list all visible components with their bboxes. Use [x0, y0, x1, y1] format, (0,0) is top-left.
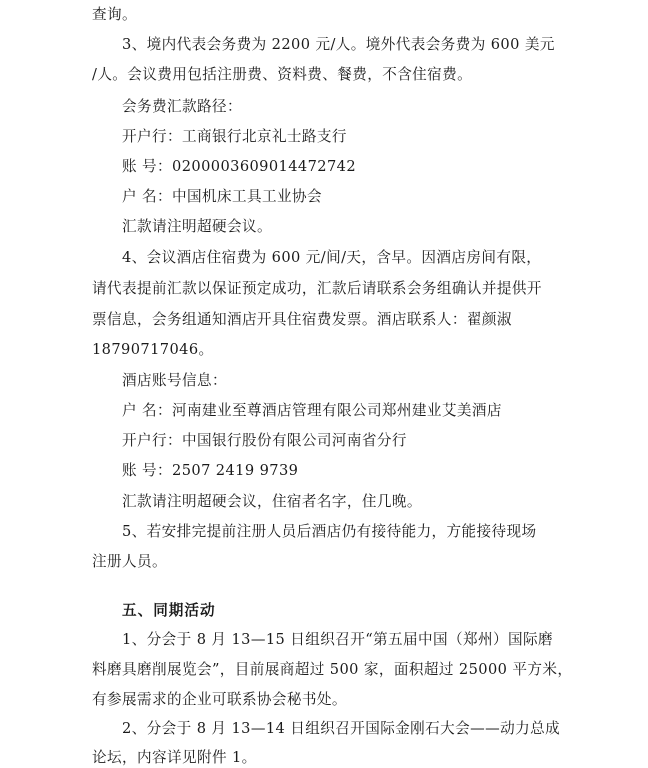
text-line: 论坛，内容详见附件 1。 [92, 749, 257, 766]
text-line: 5、若安排完提前注册人员后酒店仍有接待能力，方能接待现场 [122, 523, 537, 540]
text-line: 开户行：中国银行股份有限公司河南省分行 [122, 432, 407, 449]
text-line: 有参展需求的企业可联系协会秘书处。 [92, 691, 347, 708]
text-line: 账 号：2507 2419 9739 [122, 462, 299, 479]
text-line: 酒店账号信息： [122, 372, 227, 389]
text-line: /人。会议费用包括注册费、资料费、餐费，不含住宿费。 [92, 66, 473, 83]
text-line: 会务费汇款路径： [122, 98, 242, 115]
text-line: 注册人员。 [92, 553, 167, 570]
text-line: 2、分会于 8 月 13—14 日组织召开国际金刚石大会——动力总成 [122, 720, 561, 737]
text-line: 请代表提前汇款以保证预定成功，汇款后请联系会务组确认并提供开 [92, 280, 542, 297]
text-line: 户 名：中国机床工具工业协会 [122, 188, 322, 205]
text-line: 开户行：工商银行北京礼士路支行 [122, 128, 347, 145]
text-line: 票信息，会务组通知酒店开具住宿费发票。酒店联系人：翟颜淑 [92, 311, 512, 328]
text-line: 料磨具磨削展览会”，目前展商超过 500 家，面积超过 25000 平方米， [92, 661, 573, 678]
text-line: 查询。 [92, 6, 137, 23]
text-line: 18790717046。 [92, 341, 214, 358]
text-line: 户 名：河南建业至尊酒店管理有限公司郑州建业艾美酒店 [122, 402, 502, 419]
text-line: 4、会议酒店住宿费为 600 元/间/天，含早。因酒店房间有限， [122, 249, 542, 266]
section-heading: 五、同期活动 [122, 602, 216, 619]
text-line: 3、境内代表会务费为 2200 元/人。境外代表会务费为 600 美元 [122, 36, 555, 53]
text-line: 账 号：0200003609014472742 [122, 158, 357, 175]
text-line: 1、分会于 8 月 13—15 日组织召开“第五届中国（郑州）国际磨 [122, 631, 553, 648]
text-line: 汇款请注明超硬会议。 [122, 218, 272, 235]
text-line: 汇款请注明超硬会议，住宿者名字，住几晚。 [122, 493, 422, 510]
